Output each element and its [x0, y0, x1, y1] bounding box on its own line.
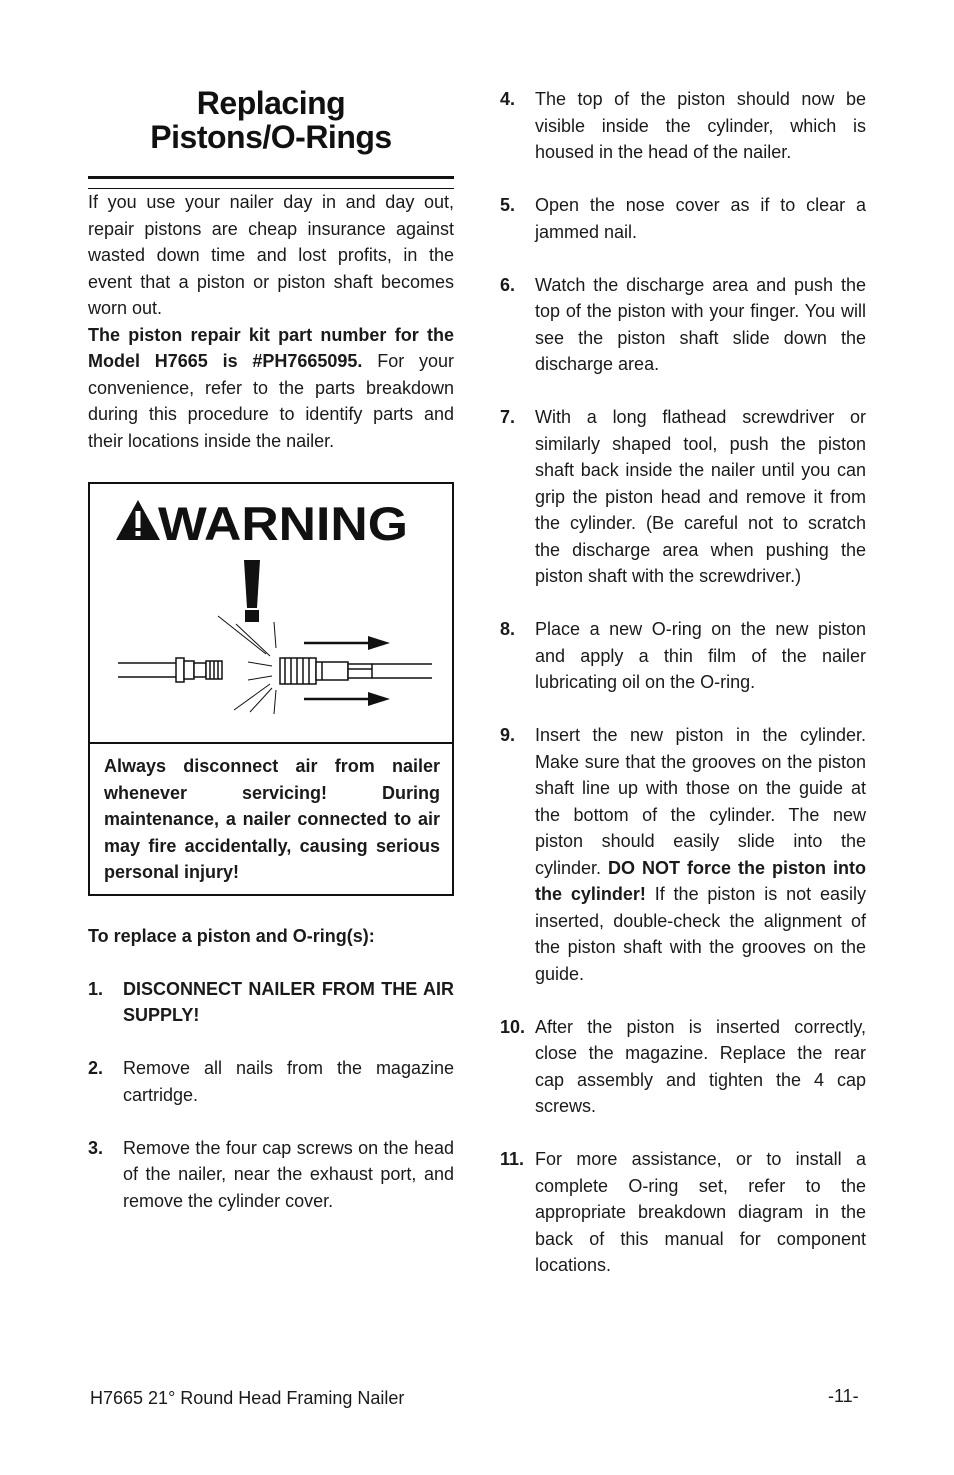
step-number: 4.: [500, 89, 516, 109]
step-text: DISCONNECT NAILER FROM THE AIR SUPPLY!: [123, 978, 454, 1025]
step-number: 1.: [88, 978, 104, 999]
step-text: [535, 722, 866, 987]
step-text: Open the nose cover as if to clear a jammed nail.: [535, 195, 866, 242]
exclamation-icon: [244, 560, 260, 622]
step-9-text-b: If the piston is not easily inserted, double-check the alignment of the piston shaft with the grooves on the guide.: [535, 884, 867, 984]
step-9-text-a: Insert the new piston in the cylinder. Make sure that the grooves on the piston shaft line up with those on the guide at the bottom of the cylinder. The new piston should easily slide into the cylinder.: [535, 725, 866, 878]
step-number: 10.: [500, 1016, 526, 1037]
step-number: 8.: [500, 619, 516, 639]
kit-paragraph: [88, 322, 454, 455]
step-text: Remove the four cap screws on the head of the nailer, near the exhaust port, and remove the cylinder cover.: [123, 1137, 454, 1211]
step-number: 2.: [88, 1058, 104, 1078]
step-2: [88, 1055, 454, 1108]
step-9-caution: DO NOT force the piston into the cylinder!: [535, 857, 866, 904]
warning-box: [88, 482, 454, 896]
air-coupler-right: [280, 658, 432, 684]
warning-graphic: [90, 484, 452, 742]
step-number: 5.: [500, 195, 516, 215]
step-5: [500, 192, 866, 245]
step-text: For more assistance, or to install a complete O-ring set, refer to the appropriate breakdown diagram in the back of this manual for component locations.: [535, 1149, 866, 1275]
title-divider: [88, 176, 454, 189]
step-text: Remove all nails from the magazine cartridge.: [123, 1058, 454, 1105]
footer-model: H7665 21° Round Head Framing Nailer: [90, 1388, 405, 1408]
step-text: With a long flathead screwdriver or similarly shaped tool, push the piston shaft back inside the nailer until you can grip the piston head and remove it from the cylinder. (Be careful not to scratch the discharge area when pushing the piston shaft with the screwdriver.): [535, 407, 866, 586]
step-text: The top of the piston should now be visible inside the cylinder, which is housed in the head of the nailer.: [535, 89, 866, 162]
step-7: [500, 404, 866, 590]
air-hose-left: [118, 658, 222, 682]
right-column: [500, 86, 866, 1305]
kit-rest: For your convenience, refer to the parts breakdown during this procedure to identify parts and their locations inside the nailer.: [88, 351, 454, 451]
intro-paragraph: If you use your nailer day in and day out, repair pistons are cheap insurance against wasted down time and lost profits, in the event that a piston or piston shaft becomes worn out.: [88, 192, 454, 318]
burst-lines: [218, 616, 276, 714]
step-text: After the piston is inserted correctly, close the magazine. Replace the rear cap assembly and tighten the 4 cap screws.: [535, 1016, 866, 1116]
left-column: [88, 86, 454, 1214]
step-text: Place a new O-ring on the new piston and apply a thin film of the nailer lubricating oil on the O-ring.: [535, 619, 866, 692]
step-11: [500, 1146, 866, 1279]
kit-part-number: The piston repair kit part number for the Model H7665 is #PH7665095.: [88, 324, 454, 371]
step-text: Watch the discharge area and push the top of the piston with your finger. You will see the piston shaft slide down the discharge area.: [535, 274, 866, 374]
step-number: 6.: [500, 274, 516, 295]
title-line-2: Pistons/O-Rings: [150, 119, 392, 155]
step-number: 11.: [500, 1149, 525, 1169]
step-10: [500, 1014, 866, 1120]
step-number: 3.: [88, 1137, 104, 1158]
step-8: [500, 616, 866, 696]
step-3: [88, 1135, 454, 1215]
step-4: [500, 86, 866, 166]
title-line-1: Replacing: [196, 85, 346, 121]
warning-text: Always disconnect air from nailer whenever servicing! During maintenance, a nailer connected to air may fire accidentally, causing serious personal injury!: [90, 742, 452, 894]
step-1: [88, 976, 454, 1029]
warning-triangle-icon: [116, 500, 160, 540]
step-6: [500, 272, 866, 378]
procedure-heading: To replace a piston and O-ring(s):: [88, 925, 375, 946]
step-number: 9.: [500, 725, 516, 745]
air-disconnect-illustration: [90, 484, 452, 742]
page-title: [88, 86, 454, 154]
warning-label: WARNING: [158, 497, 408, 550]
page-number: -11-: [828, 1386, 859, 1406]
step-9: [500, 722, 866, 987]
step-number: 7.: [500, 407, 516, 427]
